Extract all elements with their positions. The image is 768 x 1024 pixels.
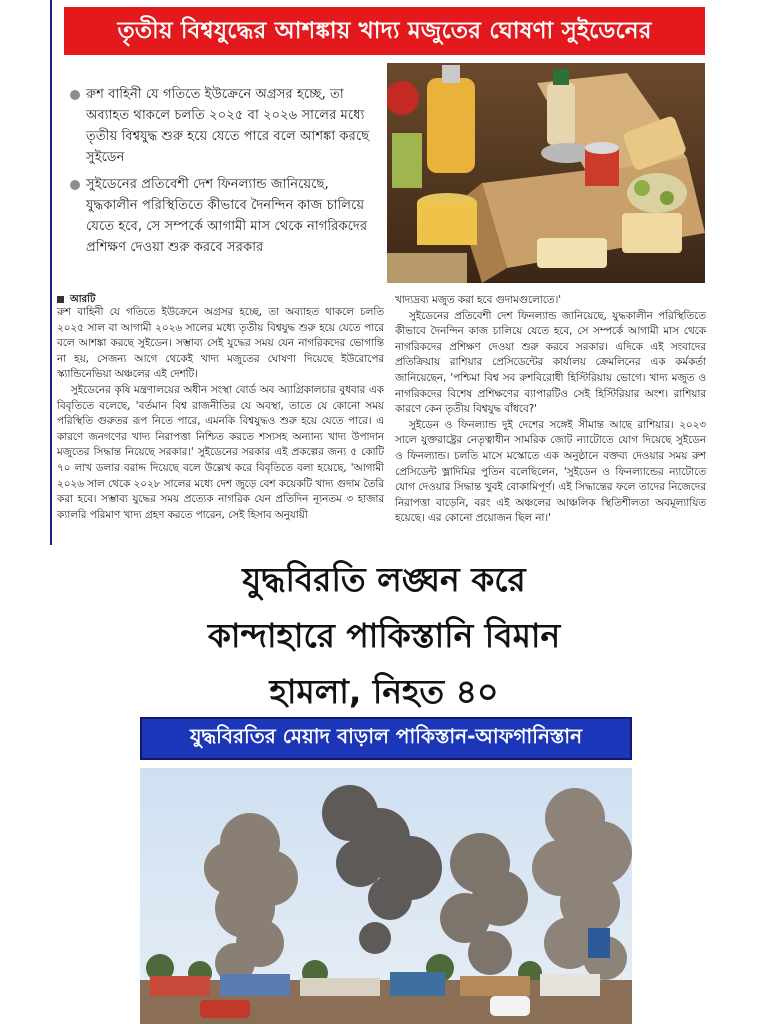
summary-bullets [64, 84, 384, 264]
headline-line: যুদ্ধবিরতি লঙ্ঘন করে [242, 560, 526, 599]
article-paragraph: সুইডেন ও ফিনল্যান্ড দুই দেশের সঙ্গেই সীমান্ত আছে রাশিয়ার। ২০২৩ সালে যুক্তরাষ্ট্রের নেতৃত্বাধীন সামরিক জোট ন্যাটোতে যোগ দিয়েছে সুইডেন ও ফিনল্যান্ড। চলতি মাসে মস্কোতে এক অনুষ্ঠানে বক্তব্য দেওয়ার সময় রুশ প্রেসিডেন্ট ভ্লাদিমির পুতিন বলেছিলেন, 'সুইডেন ও ফিনল্যান্ডের ন্যাটোতে যোগ দেওয়ার সিদ্ধান্ত খুবই বোকামিপূর্ণ। এই সিদ্ধান্তের ফলে তাদের নিজেদের নিরাপত্তা বাড়েনি, বরং এই অঞ্চলের আঞ্চলিক স্থিতিশীলতা অবমূল্যায়িত হয়েছে। এর কোনো প্রয়োজন ছিল না।' [395, 418, 706, 525]
airstrike-illustration [140, 768, 632, 1024]
article-paragraph: সুইডেনের প্রতিবেশী দেশ ফিনল্যান্ড জানিয়েছে, যুদ্ধকালীন পরিস্থিতিতে কীভাবে দৈনন্দিন কাজ চালিয়ে যেতে হবে, সে সম্পর্কে আগামী মাস থেকে নাগরিকদের প্রশিক্ষণ দেওয়া শুরু করবে সরকার। এদিকে এই সংবাদের প্রতিক্রিয়ায় রাশিয়ার প্রেসিডেন্টের কার্যালয় ক্রেমলিনের এক কর্মকর্তা জানিয়েছেন, 'পশ্চিমা বিশ্ব সব রুশবিরোধী হিস্টিরিয়ায় ভোগে। খাদ্য মজুত ও নাগরিকদের বিশেষ প্রশিক্ষণের ব্যাপারটিও সেই হিস্টিরিয়ার অংশ। রাশিয়ার কারণে কেন তৃতীয় বিশ্বযুদ্ধ বাঁধবে?' [395, 309, 706, 416]
headline-line: হামলা, নিহত ৪০ [269, 672, 499, 711]
food-storage-illustration [387, 63, 705, 283]
article-paragraph: রুশ বাহিনী যে গতিতে ইউক্রেনে অগ্রসর হচ্ছে, তা অব্যাহত থাকলে চলতি ২০২৫ সাল বা আগামী ২০২৬ সালের মধ্যে তৃতীয় বিশ্বযুদ্ধ শুরু হয়ে যেতে পারে বলে আশঙ্কা করছে সুইডেন। সম্ভাব্য সেই যুদ্ধের সময় যেন নাগরিকদের ভোগান্তি না হয়, সেজন্য আগে থেকেই খাদ্য মজুতের ঘোষণা দিয়েছে ইউরোপের স্ক্যান্ডিনেভিয়া অঞ্চলের এই দেশটি। [57, 306, 384, 381]
article-byline: আরটি [57, 292, 95, 309]
article-paragraph: খাদ্যদ্রব্য মজুত করা হবে গুদামগুলোতে।' [395, 294, 562, 306]
food-storage-photo [387, 63, 705, 283]
headline-line: কান্দাহারে পাকিস্তানি বিমান [207, 616, 561, 655]
article-column-2 [395, 293, 706, 527]
summary-bullet: রুশ বাহিনী যে গতিতে ইউক্রেনে অগ্রসর হচ্ছে, তা অব্যাহত থাকলে চলতি ২০২৫ বা ২০২৬ সালের মধ্যে তৃতীয় বিশ্বযুদ্ধ শুরু হয়ে যেতে পারে বলে আশঙ্কা করছে সুইডেন [64, 84, 384, 168]
article-paragraph: সুইডেনের কৃষি মন্ত্রণালয়ের অধীন সংস্থা বোর্ড অব অ্যাগ্রিকালচার বুধবার এক বিবৃতিতে বলেছে, 'বর্তমান বিশ্ব রাজনীতির যে অবস্থা, তাতে যে কোনো সময় পরিস্থিতি গুরুতর রূপ নিতে পারে, এমনকি বিশ্বযুদ্ধও শুরু হয়ে যেতে পারে। এ কারণে জনগণের খাদ্য নিরাপত্তা নিশ্চিত করতে শস্যসহ অন্যান্য খাদ্য উপাদান মজুতের সিদ্ধান্ত নিয়েছে সরকার।' সুইডেনের সরকার এই প্রকল্পের জন্য ৫ কোটি ৭০ লাখ ডলার বরাদ্দ দিয়েছে বলে উল্লেখ করে বিবৃতিতে বলা হয়েছে, 'আগামী ২০২৬ সাল থেকে ২০২৮ সালের মধ্যে দেশ জুড়ে বেশ কয়েকটি খাদ্য গুদাম তৈরি করা হবে। সম্ভাব্য যুদ্ধের সময় প্রত্যেক নাগরিক যেন প্রতিদিন ন্যূনতম ৩ হাজার ক্যালরি পরিমাণ খাদ্য গ্রহণ করতে পারেন, সেই হিসাব অনুযায়ী [57, 383, 384, 521]
headline-banner [64, 7, 705, 55]
decorative-corner-curve [702, 0, 768, 28]
headline-text: তৃতীয় বিশ্বযুদ্ধের আশঙ্কায় খাদ্য মজুতের ঘোষণা সুইডেনের [117, 17, 652, 44]
subhead-text: যুদ্ধবিরতির মেয়াদ বাড়াল পাকিস্তান-আফগানিস্তান [189, 724, 583, 748]
airstrike-smoke-photo [140, 768, 632, 1024]
summary-bullet: সুইডেনের প্রতিবেশী দেশ ফিনল্যান্ড জানিয়েছে, যুদ্ধকালীন পরিস্থিতিতে কীভাবে দৈনন্দিন কাজ চালিয়ে যেতে হবে, সে সম্পর্কে আগামী মাস থেকে নাগরিকদের প্রশিক্ষণ দেওয়া শুরু করবে সরকার [64, 174, 384, 258]
subhead-banner [140, 717, 632, 760]
bottom-article-headline [0, 552, 768, 720]
article-column-1 [57, 305, 384, 523]
column-rule [50, 0, 52, 545]
